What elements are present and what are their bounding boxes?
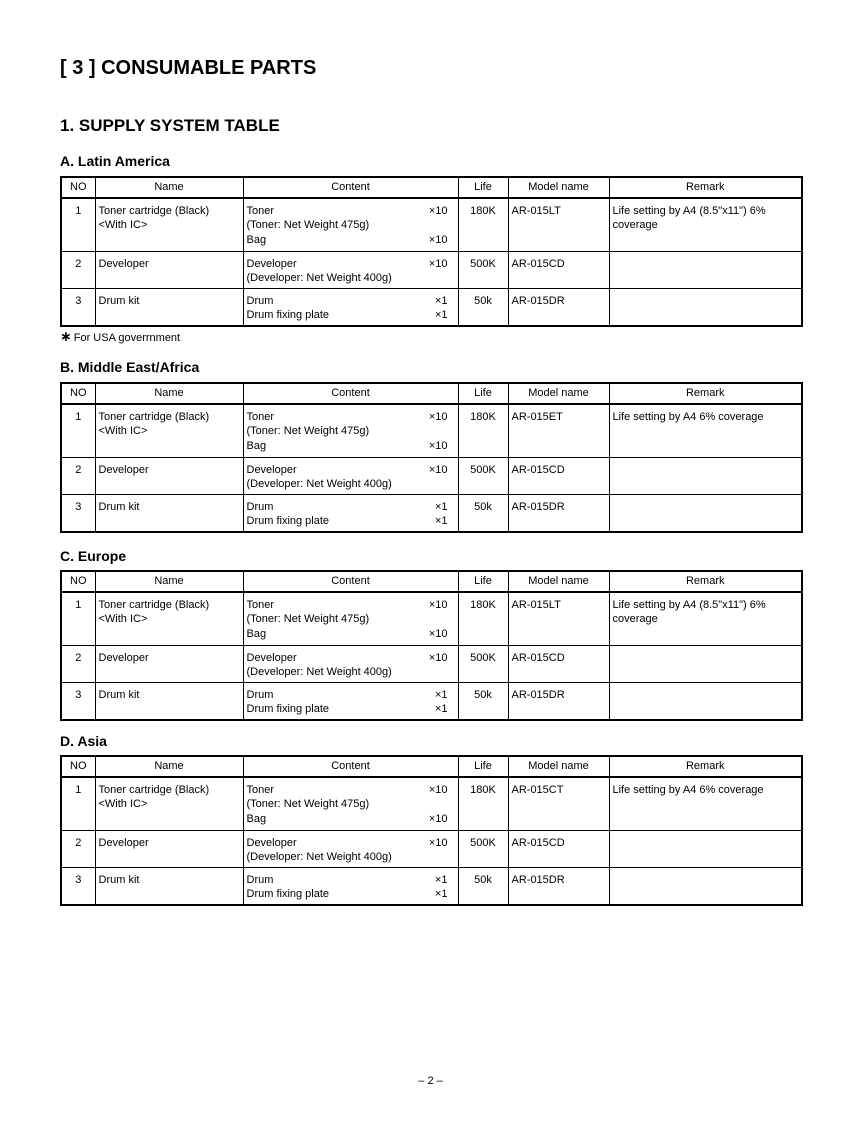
table-row	[61, 777, 802, 831]
content-quantity: ×1	[434, 295, 448, 307]
content-quantity: ×10	[428, 205, 448, 217]
column-header-content: Content	[243, 177, 458, 198]
cell-remark	[609, 683, 802, 721]
cell-content	[243, 831, 458, 868]
table-row	[61, 495, 802, 533]
footnote-mark: ∗	[60, 328, 72, 344]
cell-name	[95, 198, 243, 252]
column-header-remark: Remark	[609, 571, 802, 592]
content-quantity: ×10	[428, 439, 448, 452]
cell-content	[243, 404, 458, 458]
supply-table-europe	[60, 570, 803, 721]
name-line: <With IC>	[98, 219, 148, 232]
cell-remark	[609, 289, 802, 327]
column-header-name: Name	[95, 177, 243, 198]
cell-remark	[609, 646, 802, 683]
content-text: Toner	[246, 205, 275, 217]
name-line: Toner cartridge (Black)	[98, 784, 210, 796]
cell-model-name: AR-015LT	[508, 198, 609, 252]
column-header-name: Name	[95, 383, 243, 404]
cell-life: 50k	[458, 683, 508, 721]
cell-no: 3	[61, 683, 95, 721]
cell-life: 500K	[458, 646, 508, 683]
table-row	[61, 683, 802, 721]
content-text: Developer	[246, 258, 297, 270]
content-line	[247, 500, 455, 514]
region-heading-middle-east-africa: B. Middle East/Africa	[60, 359, 200, 375]
cell-no: 2	[61, 831, 95, 868]
content-line	[247, 233, 455, 247]
cell-name	[95, 683, 243, 721]
content-quantity: ×10	[428, 812, 448, 825]
content-text: (Developer: Net Weight 400g)	[246, 666, 392, 679]
column-header-life: Life	[458, 383, 508, 404]
name-line: Drum kit	[98, 689, 140, 701]
cell-remark	[609, 868, 802, 906]
content-line	[247, 477, 455, 491]
cell-content	[243, 252, 458, 289]
cell-remark: Life setting by A4 (8.5"x11") 6% coverage	[609, 198, 802, 252]
content-line	[247, 612, 455, 626]
content-text: Developer	[246, 464, 297, 476]
table-row	[61, 198, 802, 252]
cell-content	[243, 646, 458, 683]
cell-model-name: AR-015CD	[508, 646, 609, 683]
cell-model-name: AR-015DR	[508, 495, 609, 533]
table-header-row	[61, 383, 802, 404]
content-line	[247, 850, 455, 864]
cell-no: 3	[61, 289, 95, 327]
section-title: 1. SUPPLY SYSTEM TABLE	[60, 116, 280, 135]
content-line	[247, 836, 455, 850]
cell-model-name: AR-015CD	[508, 458, 609, 495]
column-header-life: Life	[458, 756, 508, 777]
content-text: (Toner: Net Weight 475g)	[246, 613, 370, 626]
cell-content	[243, 683, 458, 721]
table-row	[61, 592, 802, 646]
content-text: Drum fixing plate	[246, 888, 330, 901]
cell-model-name: AR-015CD	[508, 831, 609, 868]
column-header-remark: Remark	[609, 177, 802, 198]
cell-name	[95, 831, 243, 868]
cell-name	[95, 592, 243, 646]
cell-model-name: AR-015DR	[508, 289, 609, 327]
cell-name	[95, 777, 243, 831]
cell-name	[95, 458, 243, 495]
column-header-content: Content	[243, 383, 458, 404]
cell-remark	[609, 831, 802, 868]
cell-remark: Life setting by A4 6% coverage	[609, 404, 802, 458]
column-header-life: Life	[458, 571, 508, 592]
name-line: Developer	[98, 464, 149, 476]
content-line	[247, 627, 455, 641]
name-line: Developer	[98, 837, 149, 849]
content-quantity: ×10	[428, 258, 448, 270]
column-header-remark: Remark	[609, 756, 802, 777]
cell-no: 1	[61, 777, 95, 831]
content-text: Drum	[246, 689, 274, 701]
column-header-model: Model name	[508, 383, 609, 404]
content-text: Drum	[246, 874, 274, 886]
name-line: <With IC>	[98, 425, 148, 438]
cell-life: 50k	[458, 495, 508, 533]
content-text: Drum fixing plate	[246, 515, 330, 528]
name-line: Developer	[98, 258, 149, 270]
content-text: Toner	[246, 411, 275, 423]
content-text: Bag	[246, 233, 267, 246]
content-text: Toner	[246, 784, 275, 796]
cell-model-name: AR-015DR	[508, 868, 609, 906]
name-line: <With IC>	[98, 798, 148, 811]
name-line: Toner cartridge (Black)	[98, 411, 210, 423]
content-quantity: ×10	[428, 464, 448, 476]
cell-name	[95, 404, 243, 458]
column-header-life: Life	[458, 177, 508, 198]
content-text: Toner	[246, 599, 275, 611]
cell-remark: Life setting by A4 6% coverage	[609, 777, 802, 831]
cell-name	[95, 252, 243, 289]
column-header-model: Model name	[508, 756, 609, 777]
content-quantity: ×1	[434, 309, 448, 322]
content-quantity: ×1	[434, 689, 448, 701]
column-header-no: NO	[61, 571, 95, 592]
content-text: Drum fixing plate	[246, 703, 330, 716]
cell-no: 2	[61, 252, 95, 289]
content-text: Developer	[246, 652, 297, 664]
content-line	[247, 308, 455, 322]
column-header-no: NO	[61, 177, 95, 198]
cell-model-name: AR-015CT	[508, 777, 609, 831]
content-text: Bag	[246, 627, 267, 640]
name-line: Toner cartridge (Black)	[98, 599, 210, 611]
content-text: Drum fixing plate	[246, 309, 330, 322]
table-row	[61, 831, 802, 868]
cell-life: 180K	[458, 198, 508, 252]
content-quantity: ×10	[428, 652, 448, 664]
table-row	[61, 868, 802, 906]
cell-model-name: AR-015DR	[508, 683, 609, 721]
cell-life: 180K	[458, 592, 508, 646]
content-line	[247, 439, 455, 453]
cell-model-name: AR-015CD	[508, 252, 609, 289]
cell-no: 2	[61, 458, 95, 495]
column-header-content: Content	[243, 571, 458, 592]
column-header-content: Content	[243, 756, 458, 777]
footnote	[60, 328, 180, 345]
column-header-no: NO	[61, 756, 95, 777]
column-header-model: Model name	[508, 571, 609, 592]
supply-table-asia	[60, 755, 803, 906]
content-text: (Toner: Net Weight 475g)	[246, 798, 370, 811]
content-line	[247, 257, 455, 271]
region-heading-latin-america: A. Latin America	[60, 153, 170, 169]
footnote-text: For USA goverrnment	[73, 332, 181, 344]
cell-no: 3	[61, 495, 95, 533]
content-line	[247, 598, 455, 612]
cell-remark	[609, 252, 802, 289]
cell-model-name: AR-015ET	[508, 404, 609, 458]
content-line	[247, 424, 455, 438]
content-line	[247, 410, 455, 424]
content-text: Drum	[246, 501, 274, 513]
content-text: (Developer: Net Weight 400g)	[246, 272, 392, 285]
cell-remark	[609, 495, 802, 533]
name-line: Drum kit	[98, 501, 140, 513]
column-header-name: Name	[95, 571, 243, 592]
cell-content	[243, 777, 458, 831]
cell-content	[243, 592, 458, 646]
content-line	[247, 783, 455, 797]
region-heading-europe: C. Europe	[60, 548, 127, 564]
content-line	[247, 797, 455, 811]
cell-content	[243, 868, 458, 906]
cell-content	[243, 495, 458, 533]
cell-content	[243, 289, 458, 327]
content-text: (Toner: Net Weight 475g)	[246, 425, 370, 438]
cell-life: 500K	[458, 831, 508, 868]
table-row	[61, 404, 802, 458]
cell-model-name: AR-015LT	[508, 592, 609, 646]
content-quantity: ×10	[428, 599, 448, 611]
content-line	[247, 651, 455, 665]
cell-remark	[609, 458, 802, 495]
content-line	[247, 887, 455, 901]
content-text: Bag	[246, 439, 267, 452]
cell-no: 3	[61, 868, 95, 906]
cell-name	[95, 495, 243, 533]
content-quantity: ×10	[428, 784, 448, 796]
cell-life: 180K	[458, 777, 508, 831]
content-line	[247, 812, 455, 826]
column-header-model: Model name	[508, 177, 609, 198]
cell-content	[243, 458, 458, 495]
content-quantity: ×1	[434, 515, 448, 528]
cell-life: 500K	[458, 458, 508, 495]
table-header-row	[61, 756, 802, 777]
content-quantity: ×10	[428, 837, 448, 849]
content-line	[247, 688, 455, 702]
supply-table-latin-america	[60, 176, 803, 327]
table-row	[61, 252, 802, 289]
content-quantity: ×10	[428, 233, 448, 246]
content-quantity: ×10	[428, 627, 448, 640]
cell-life: 500K	[458, 252, 508, 289]
page-title: [ 3 ] CONSUMABLE PARTS	[60, 57, 317, 79]
table-row	[61, 289, 802, 327]
cell-name	[95, 289, 243, 327]
column-header-name: Name	[95, 756, 243, 777]
content-text: Bag	[246, 812, 267, 825]
name-line: Toner cartridge (Black)	[98, 205, 210, 217]
content-text: Developer	[246, 837, 297, 849]
content-quantity: ×1	[434, 888, 448, 901]
content-quantity: ×1	[434, 501, 448, 513]
name-line: <With IC>	[98, 613, 148, 626]
table-header-row	[61, 571, 802, 592]
table-row	[61, 458, 802, 495]
content-text: Drum	[246, 295, 274, 307]
column-header-remark: Remark	[609, 383, 802, 404]
name-line: Drum kit	[98, 295, 140, 307]
content-quantity: ×1	[434, 703, 448, 716]
column-header-no: NO	[61, 383, 95, 404]
table-row	[61, 646, 802, 683]
content-quantity: ×10	[428, 411, 448, 423]
content-text: (Developer: Net Weight 400g)	[246, 851, 392, 864]
content-line	[247, 873, 455, 887]
cell-life: 50k	[458, 289, 508, 327]
name-line: Developer	[98, 652, 149, 664]
content-line	[247, 702, 455, 716]
name-line: Drum kit	[98, 874, 140, 886]
content-line	[247, 294, 455, 308]
cell-name	[95, 646, 243, 683]
cell-content	[243, 198, 458, 252]
content-quantity: ×1	[434, 874, 448, 886]
content-line	[247, 463, 455, 477]
cell-name	[95, 868, 243, 906]
supply-table-middle-east-africa	[60, 382, 803, 533]
content-text: (Toner: Net Weight 475g)	[246, 219, 370, 232]
cell-life: 50k	[458, 868, 508, 906]
content-text: (Developer: Net Weight 400g)	[246, 478, 392, 491]
page-number: – 2 –	[418, 1075, 443, 1087]
content-line	[247, 218, 455, 232]
cell-no: 2	[61, 646, 95, 683]
cell-no: 1	[61, 592, 95, 646]
cell-no: 1	[61, 198, 95, 252]
cell-life: 180K	[458, 404, 508, 458]
table-header-row	[61, 177, 802, 198]
content-line	[247, 665, 455, 679]
region-heading-asia: D. Asia	[60, 733, 107, 749]
content-line	[247, 271, 455, 285]
cell-no: 1	[61, 404, 95, 458]
cell-remark: Life setting by A4 (8.5"x11") 6% coverage	[609, 592, 802, 646]
content-line	[247, 204, 455, 218]
content-line	[247, 514, 455, 528]
